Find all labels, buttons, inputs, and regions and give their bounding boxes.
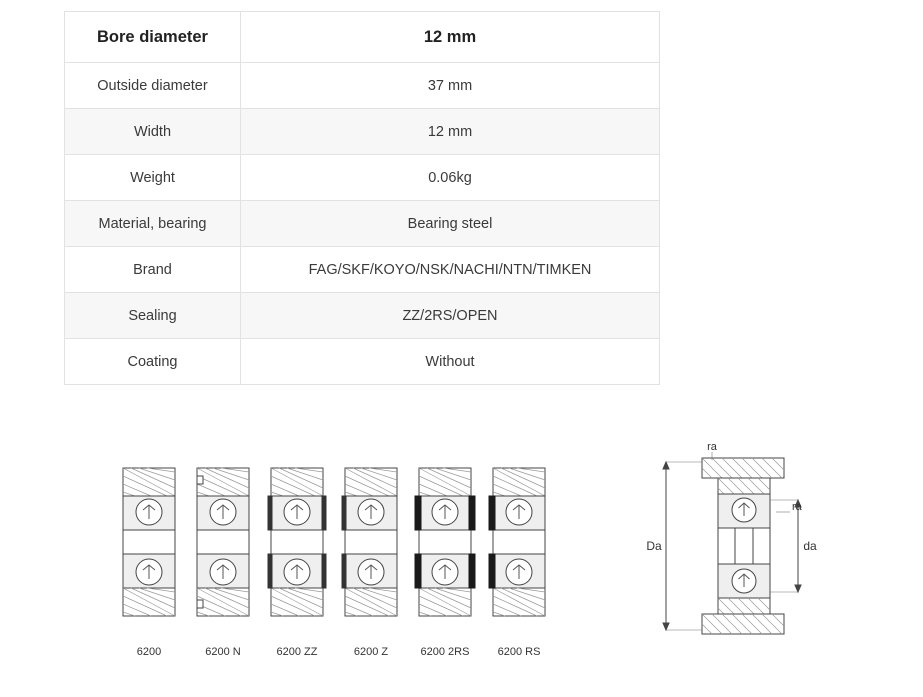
mounting-dimension-diagram — [640, 440, 870, 655]
bearing-cross-section-icon — [414, 448, 476, 636]
table-row — [65, 63, 660, 109]
bearing-variant — [266, 448, 328, 658]
bearing-cross-section-icon — [192, 448, 254, 636]
table-row — [65, 293, 660, 339]
label-Da: Da — [646, 539, 662, 553]
bearing-cross-section-icon — [266, 448, 328, 636]
spec-value-coating: Without — [241, 339, 660, 385]
specification-table — [64, 11, 660, 385]
bearing-cross-section-icon — [488, 448, 550, 636]
bearing-variant — [192, 448, 254, 658]
bearing-cross-section-icon — [118, 448, 180, 636]
spec-value-outside-diameter: 37 mm — [241, 63, 660, 109]
spec-label-bore-diameter: Bore diameter — [65, 12, 241, 63]
spec-label-brand: Brand — [65, 247, 241, 293]
spec-value-sealing: ZZ/2RS/OPEN — [241, 293, 660, 339]
bearing-variant-caption: 6200 RS — [497, 646, 541, 658]
spec-value-width: 12 mm — [241, 109, 660, 155]
bearing-variants-row — [118, 448, 550, 658]
bearing-variant — [118, 448, 180, 658]
label-da: da — [803, 539, 817, 553]
spec-label-coating: Coating — [65, 339, 241, 385]
bearing-variant-caption: 6200 Z — [353, 646, 389, 658]
spec-label-width: Width — [65, 109, 241, 155]
bearing-variant — [340, 448, 402, 658]
spec-value-material: Bearing steel — [241, 201, 660, 247]
bearing-variant-caption: 6200 2RS — [420, 646, 470, 658]
spec-value-weight: 0.06kg — [241, 155, 660, 201]
mounting-diagram-svg — [640, 440, 870, 655]
spec-label-material: Material, bearing — [65, 201, 241, 247]
label-ra-right: ra — [792, 501, 802, 513]
table-row — [65, 201, 660, 247]
bearing-variant-caption: 6200 — [136, 646, 162, 658]
table-row — [65, 339, 660, 385]
table-row — [65, 155, 660, 201]
figures-section — [0, 430, 923, 680]
spec-label-weight: Weight — [65, 155, 241, 201]
specification-table-container — [64, 11, 660, 385]
bearing-variant-caption: 6200 ZZ — [276, 646, 318, 658]
bearing-variant-caption: 6200 N — [205, 646, 241, 658]
bearing-cross-section-icon — [340, 448, 402, 636]
spec-label-sealing: Sealing — [65, 293, 241, 339]
spec-value-brand: FAG/SKF/KOYO/NSK/NACHI/NTN/TIMKEN — [241, 247, 660, 293]
spec-label-outside-diameter: Outside diameter — [65, 63, 241, 109]
table-row — [65, 12, 660, 63]
bearing-variant — [488, 448, 550, 658]
table-row — [65, 247, 660, 293]
spec-value-bore-diameter: 12 mm — [241, 12, 660, 63]
bearing-variant — [414, 448, 476, 658]
table-row — [65, 109, 660, 155]
label-ra-top: ra — [707, 441, 717, 453]
